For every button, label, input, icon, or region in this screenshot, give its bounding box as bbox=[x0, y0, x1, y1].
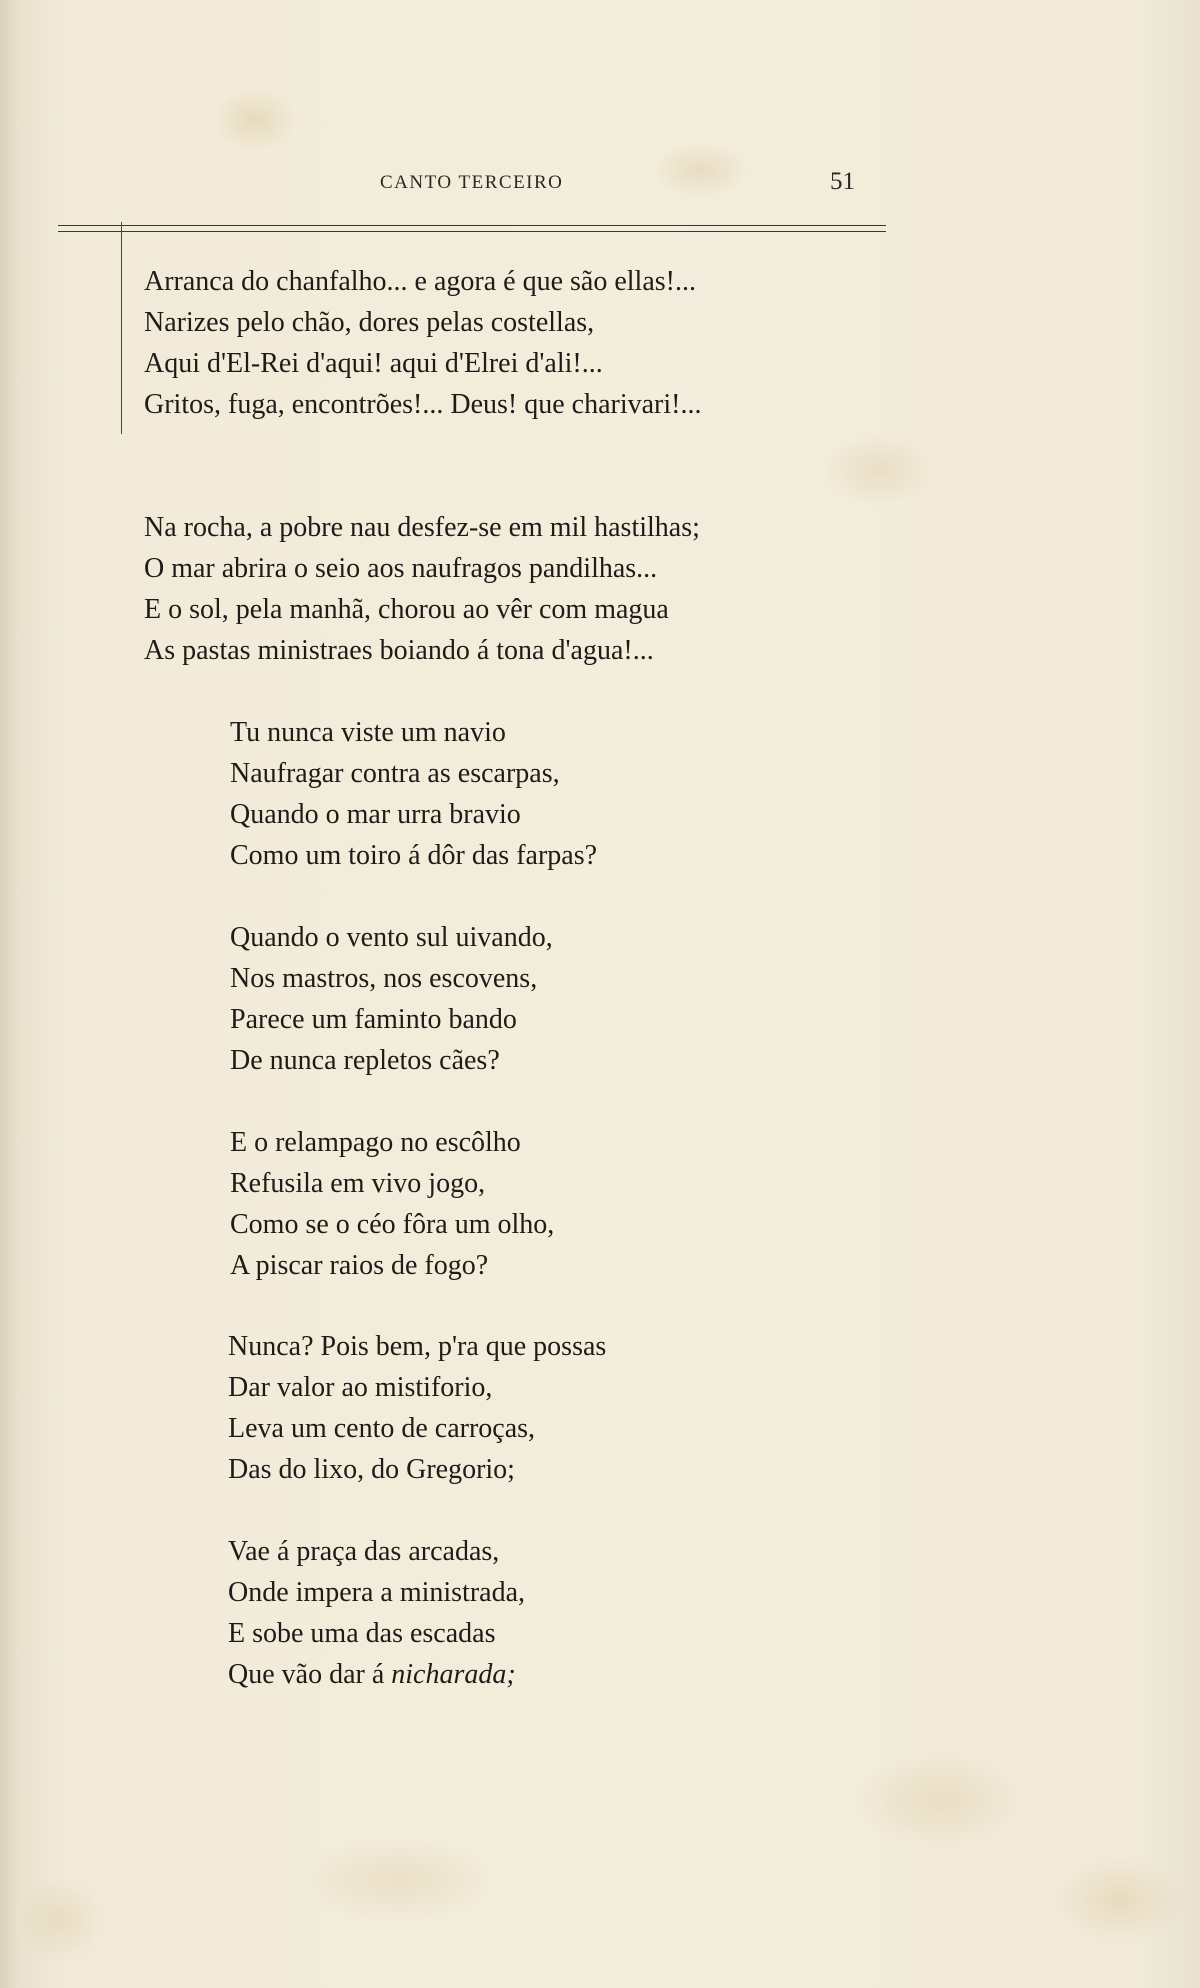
italic-word: nicharada; bbox=[391, 1659, 516, 1690]
poem-line: Das do lixo, do Gregorio; bbox=[228, 1454, 515, 1485]
poem-line: Naufragar contra as escarpas, bbox=[230, 758, 560, 789]
running-head: CANTO TERCEIRO bbox=[380, 172, 564, 193]
page-number: 51 bbox=[830, 168, 855, 195]
poem-line: Refusila em vivo jogo, bbox=[230, 1168, 486, 1199]
poem-line: Onde impera a ministrada, bbox=[228, 1577, 526, 1608]
poem-line-last bbox=[228, 1658, 516, 1692]
poem-line: Gritos, fuga, encontrões!... Deus! que charivari!... bbox=[144, 389, 702, 420]
poem-line: Quando o mar urra bravio bbox=[230, 799, 521, 830]
poem-line: Na rocha, a pobre nau desfez-se em mil hastilhas; bbox=[144, 512, 700, 543]
poem-line: Quando o vento sul uivando, bbox=[230, 922, 553, 953]
poem-line: Parece um faminto bando bbox=[230, 1004, 517, 1035]
poem-line: Nunca? Pois bem, p'ra que possas bbox=[228, 1331, 607, 1362]
poem-line: Aqui d'El-Rei d'aqui! aqui d'Elrei d'ali!... bbox=[144, 348, 603, 379]
poem-line: As pastas ministraes boiando á tona d'agua!... bbox=[144, 635, 654, 666]
poem-line: Vae á praça das arcadas, bbox=[228, 1536, 500, 1567]
poem-line: Tu nunca viste um navio bbox=[230, 717, 506, 748]
poem-line: Nos mastros, nos escovens, bbox=[230, 963, 538, 994]
poem-line: Como um toiro á dôr das farpas? bbox=[230, 840, 598, 871]
poem-line: E o sol, pela manhã, chorou ao vêr com magua bbox=[144, 594, 669, 625]
poem-line: A piscar raios de fogo? bbox=[230, 1250, 489, 1281]
poem-line: E o relampago no escôlho bbox=[230, 1127, 521, 1158]
poem-line-text: Que vão dar á bbox=[228, 1659, 392, 1690]
header-rule-top bbox=[58, 225, 886, 226]
poem-line: Como se o céo fôra um olho, bbox=[230, 1209, 555, 1240]
poem-line: Narizes pelo chão, dores pelas costellas, bbox=[144, 307, 595, 338]
margin-rule bbox=[121, 222, 122, 434]
poem-line: Dar valor ao mistiforio, bbox=[228, 1372, 493, 1403]
poem-line: Arranca do chanfalho... e agora é que são ellas!... bbox=[144, 266, 696, 297]
poem-line: O mar abrira o seio aos naufragos pandilhas... bbox=[144, 553, 658, 584]
poem-line: Leva um cento de carroças, bbox=[228, 1413, 536, 1444]
poem-line: De nunca repletos cães? bbox=[230, 1045, 500, 1076]
poem-line: E sobe uma das escadas bbox=[228, 1618, 496, 1649]
header-rule-bottom bbox=[58, 231, 886, 232]
